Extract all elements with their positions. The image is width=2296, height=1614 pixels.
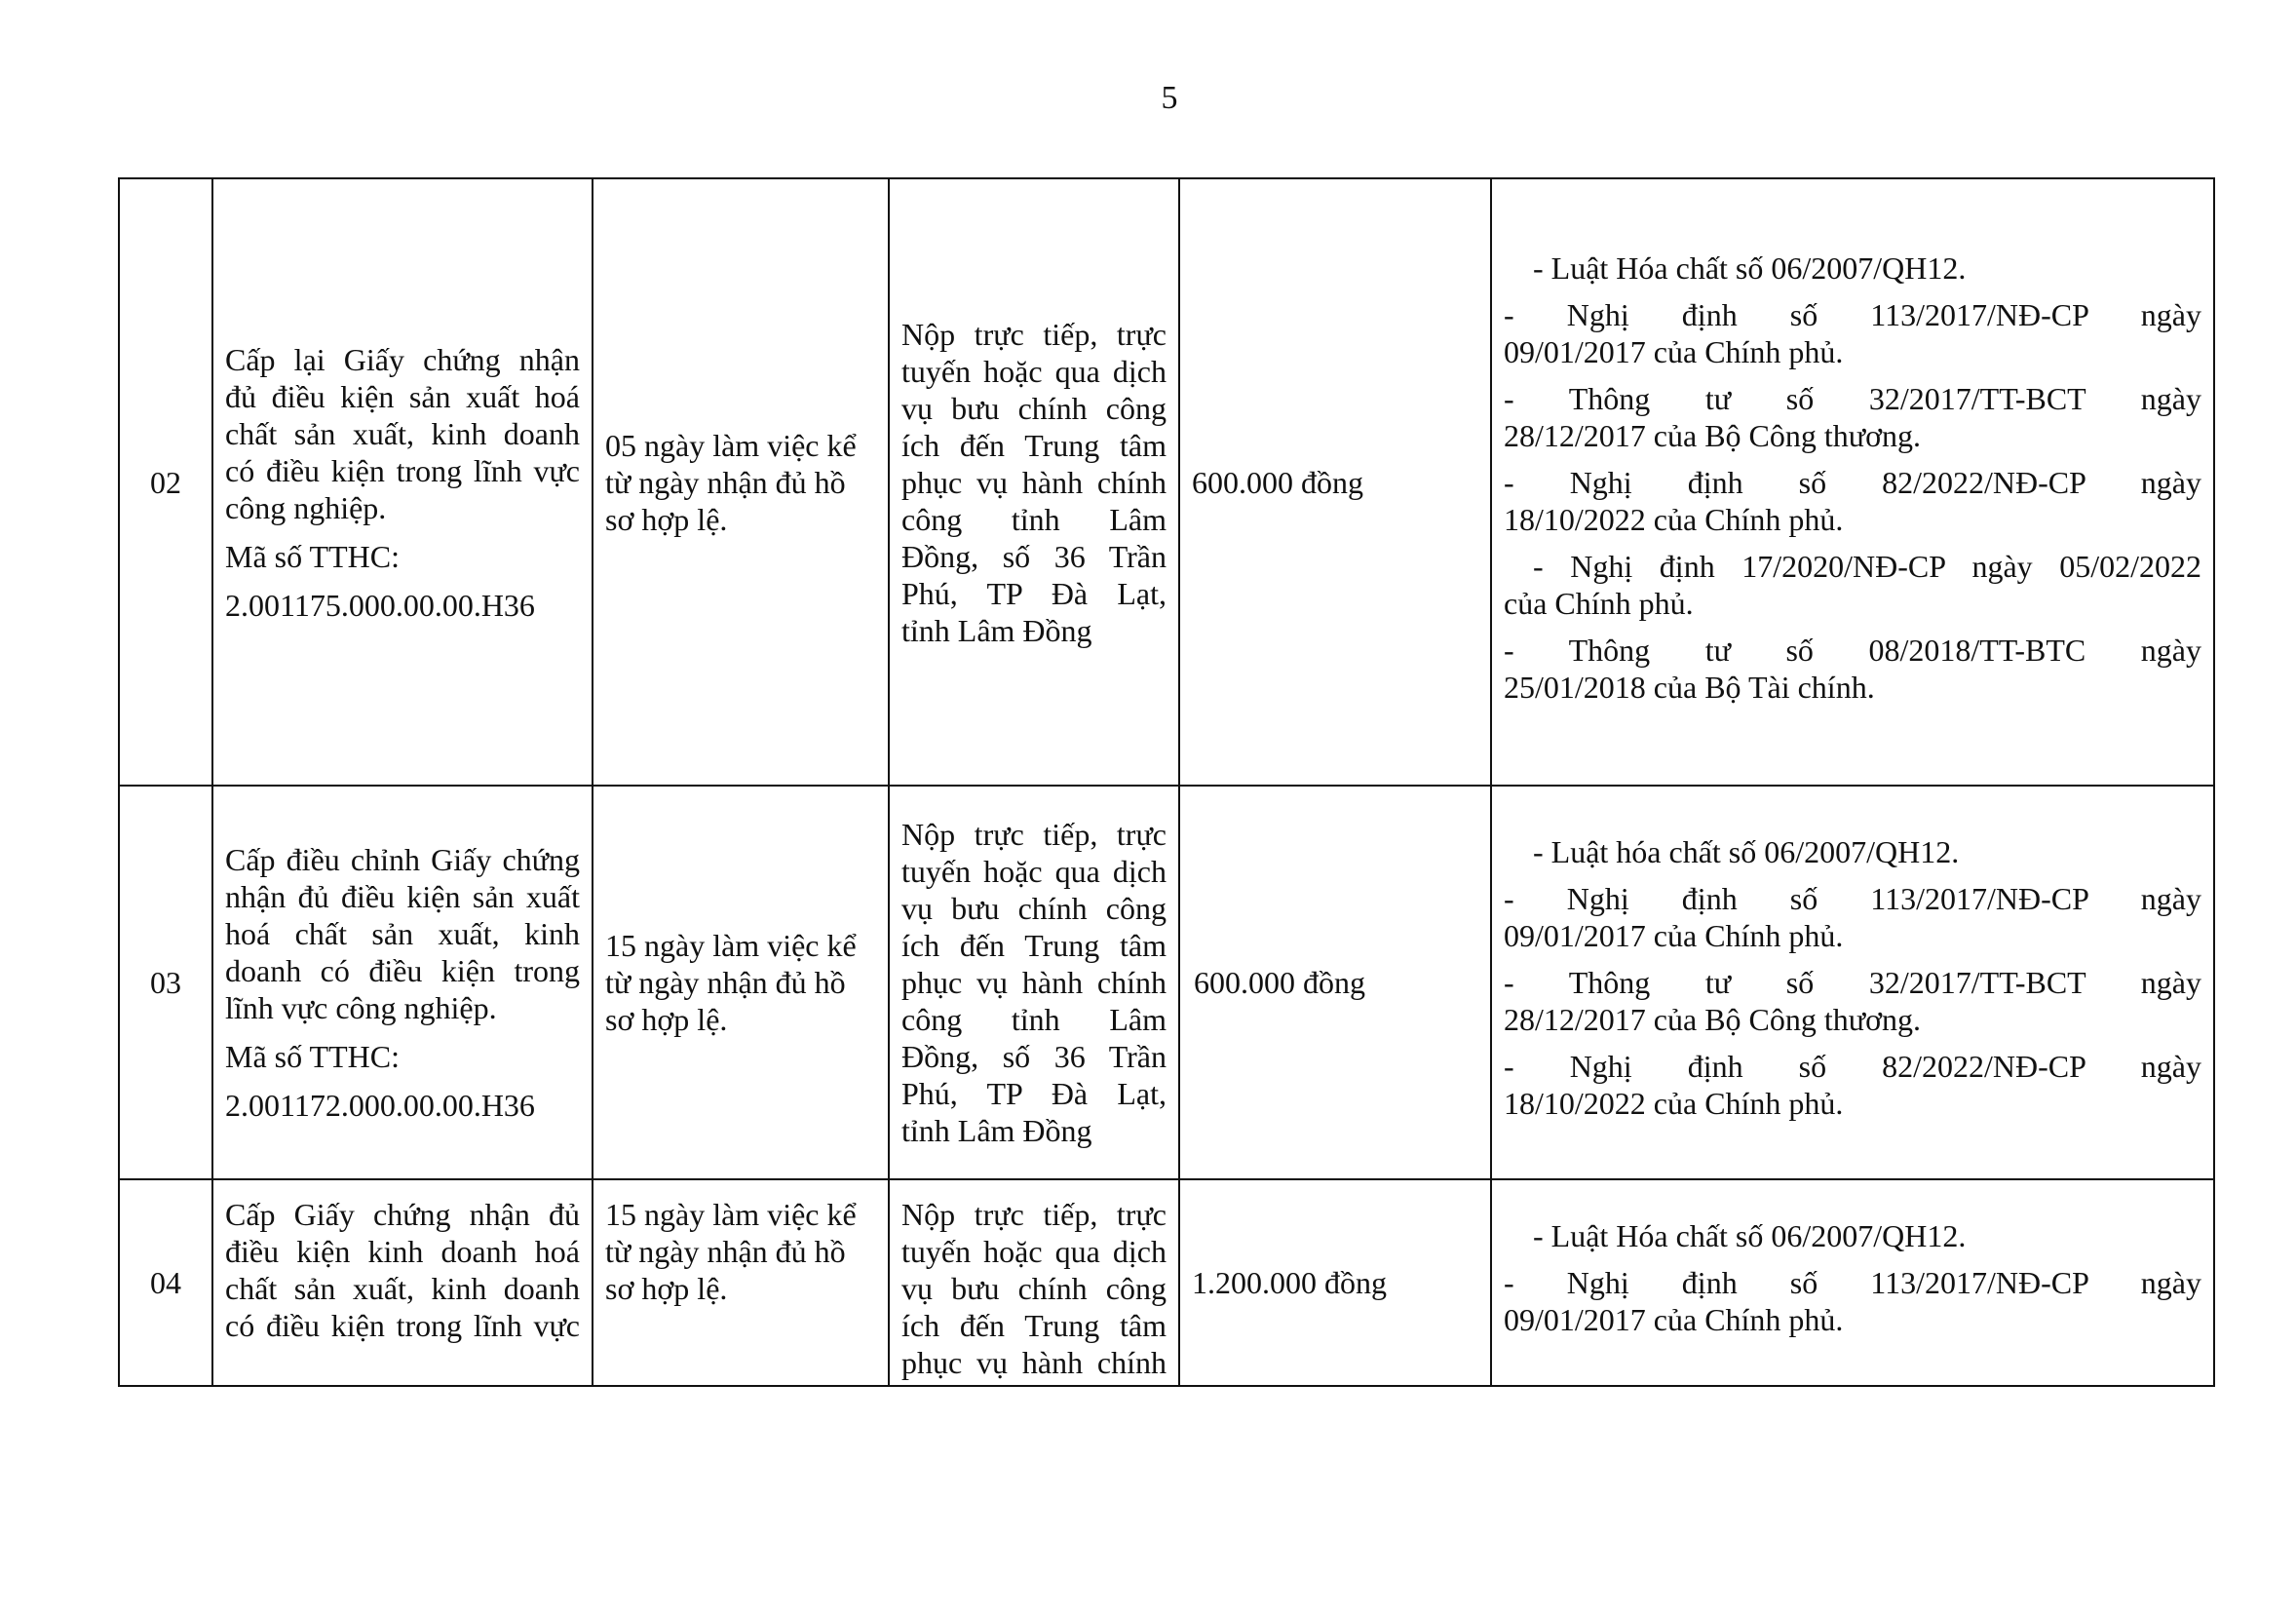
row-number: 02 xyxy=(119,178,212,786)
procedure-name-cell xyxy=(212,1179,593,1386)
processing-time-line: 05 ngày làm việc kể xyxy=(605,427,857,463)
procedure-name-line: lĩnh vực công nghiệp. xyxy=(225,990,497,1025)
procedure-name-line: hoá chất sản xuất, kinh xyxy=(225,916,580,951)
legal-basis-item: - Luật Hóa chất số 06/2007/QH12. xyxy=(1533,1218,1967,1253)
fee-cell: 600.000 đồng xyxy=(1179,786,1491,1179)
processing-time-line: sơ hợp lệ. xyxy=(605,1271,728,1306)
submission-method-line: Nộp trực tiếp, trực xyxy=(901,316,1167,352)
procedure-name-line: Cấp điều chỉnh Giấy chứng xyxy=(225,842,580,877)
procedure-name-line: chất sản xuất, kinh doanh xyxy=(225,1271,580,1306)
legal-basis-item: - Nghị định số 113/2017/NĐ-CP ngày 09/01/2017 của Chính phủ. xyxy=(1504,1265,2201,1337)
procedure-code: 2.001172.000.00.00.H36 xyxy=(225,1088,535,1123)
legal-basis-item: - Luật Hóa chất số 06/2007/QH12. xyxy=(1533,250,1967,286)
procedure-name-line: có điều kiện trong lĩnh vực xyxy=(225,452,580,488)
procedure-name-line: đủ điều kiện sản xuất hoá xyxy=(225,378,580,414)
legal-basis-item: - Nghị định số 82/2022/NĐ-CP ngày 18/10/2022 của Chính phủ. xyxy=(1504,464,2201,537)
procedure-name-cell xyxy=(212,178,593,786)
processing-time-line: từ ngày nhận đủ hồ xyxy=(605,464,846,500)
submission-method-line: tuyến hoặc qua dịch xyxy=(901,1234,1167,1269)
submission-method-line: ích đến Trung tâm xyxy=(901,427,1167,463)
submission-method-line: phục vụ hành chính xyxy=(901,1345,1167,1380)
legal-basis-item: - Thông tư số 32/2017/TT-BCT ngày 28/12/2017 của Bộ Công thương. xyxy=(1504,965,2201,1037)
submission-method-line: phục vụ hành chính xyxy=(901,464,1167,500)
legal-basis-item: - Nghị định số 113/2017/NĐ-CP ngày 09/01/2017 của Chính phủ. xyxy=(1504,881,2201,953)
submission-method-line: ích đến Trung tâm xyxy=(901,928,1167,963)
submission-method-line: công tỉnh Lâm xyxy=(901,501,1167,537)
submission-method-line: tuyến hoặc qua dịch xyxy=(901,854,1167,889)
processing-time-cell xyxy=(593,786,889,1179)
submission-method-line: Đồng, số 36 Trần xyxy=(901,538,1167,574)
processing-time-line: từ ngày nhận đủ hồ xyxy=(605,1234,846,1269)
submission-method-line: vụ bưu chính công xyxy=(901,891,1167,926)
procedure-name-line: công nghiệp. xyxy=(225,489,387,525)
row-number: 03 xyxy=(119,786,212,1179)
submission-method-line: ích đến Trung tâm xyxy=(901,1308,1167,1343)
procedure-name-line: nhận đủ điều kiện sản xuất xyxy=(225,879,580,914)
submission-method-line: tỉnh Lâm Đồng xyxy=(901,1113,1092,1148)
legal-basis-item: - Thông tư số 08/2018/TT-BTC ngày 25/01/2018 của Bộ Tài chính. xyxy=(1504,632,2201,705)
legal-basis-item: - Luật hóa chất số 06/2007/QH12. xyxy=(1533,834,1960,869)
procedure-code-label: Mã số TTHC: xyxy=(225,538,400,574)
fee-cell: 1.200.000 đồng xyxy=(1179,1179,1491,1386)
procedure-name-line: Cấp Giấy chứng nhận đủ xyxy=(225,1197,580,1232)
submission-method-line: tuyến hoặc qua dịch xyxy=(901,353,1167,389)
submission-method-cell xyxy=(889,178,1179,786)
legal-basis-item: - Nghị định số 113/2017/NĐ-CP ngày 09/01/2017 của Chính phủ. xyxy=(1504,296,2201,369)
legal-basis-item: - Nghị định số 82/2022/NĐ-CP ngày 18/10/2022 của Chính phủ. xyxy=(1504,1049,2201,1121)
processing-time-line: từ ngày nhận đủ hồ xyxy=(605,965,846,1000)
legal-basis-cell xyxy=(1491,1179,2214,1386)
fee-cell: 600.000 đồng xyxy=(1179,178,1491,786)
procedure-name-line: có điều kiện trong lĩnh vực xyxy=(225,1308,580,1343)
submission-method-line: Nộp trực tiếp, trực xyxy=(901,817,1167,852)
procedures-table xyxy=(118,177,2215,1387)
procedure-name-line: điều kiện kinh doanh hoá xyxy=(225,1234,580,1269)
submission-method-line: Phú, TP Đà Lạt, xyxy=(901,1076,1167,1111)
table-row xyxy=(119,786,2214,1179)
legal-basis-cell xyxy=(1491,786,2214,1179)
procedure-code: 2.001175.000.00.00.H36 xyxy=(225,587,535,623)
procedure-name-line: doanh có điều kiện trong xyxy=(225,953,580,988)
procedure-name-line: Cấp lại Giấy chứng nhận xyxy=(225,341,580,377)
submission-method-line: tỉnh Lâm Đồng xyxy=(901,612,1092,648)
processing-time-line: 15 ngày làm việc kể xyxy=(605,928,857,963)
submission-method-line: Đồng, số 36 Trần xyxy=(901,1039,1167,1074)
submission-method-line: Nộp trực tiếp, trực xyxy=(901,1197,1167,1232)
processing-time-cell xyxy=(593,1179,889,1386)
submission-method-line: vụ bưu chính công xyxy=(901,390,1167,426)
submission-method-line: vụ bưu chính công xyxy=(901,1271,1167,1306)
submission-method-line: phục vụ hành chính xyxy=(901,965,1167,1000)
submission-method-cell xyxy=(889,1179,1179,1386)
table-row xyxy=(119,1179,2214,1386)
submission-method-cell xyxy=(889,786,1179,1179)
legal-basis-cell xyxy=(1491,178,2214,786)
row-number: 04 xyxy=(119,1179,212,1386)
legal-basis-item: - Nghị định 17/2020/NĐ-CP ngày 05/02/2022 của Chính phủ. xyxy=(1504,548,2201,621)
processing-time-cell xyxy=(593,178,889,786)
procedure-code-label: Mã số TTHC: xyxy=(225,1039,400,1074)
page-number: 5 xyxy=(1161,80,1178,116)
table-row xyxy=(119,178,2214,786)
procedure-name-line: chất sản xuất, kinh doanh xyxy=(225,415,580,451)
legal-basis-item: - Thông tư số 32/2017/TT-BCT ngày 28/12/2017 của Bộ Công thương. xyxy=(1504,380,2201,453)
submission-method-line: công tỉnh Lâm xyxy=(901,1002,1167,1037)
processing-time-line: 15 ngày làm việc kể xyxy=(605,1197,857,1232)
processing-time-line: sơ hợp lệ. xyxy=(605,1002,728,1037)
submission-method-line: Phú, TP Đà Lạt, xyxy=(901,575,1167,611)
procedure-name-cell xyxy=(212,786,593,1179)
processing-time-line: sơ hợp lệ. xyxy=(605,501,728,537)
